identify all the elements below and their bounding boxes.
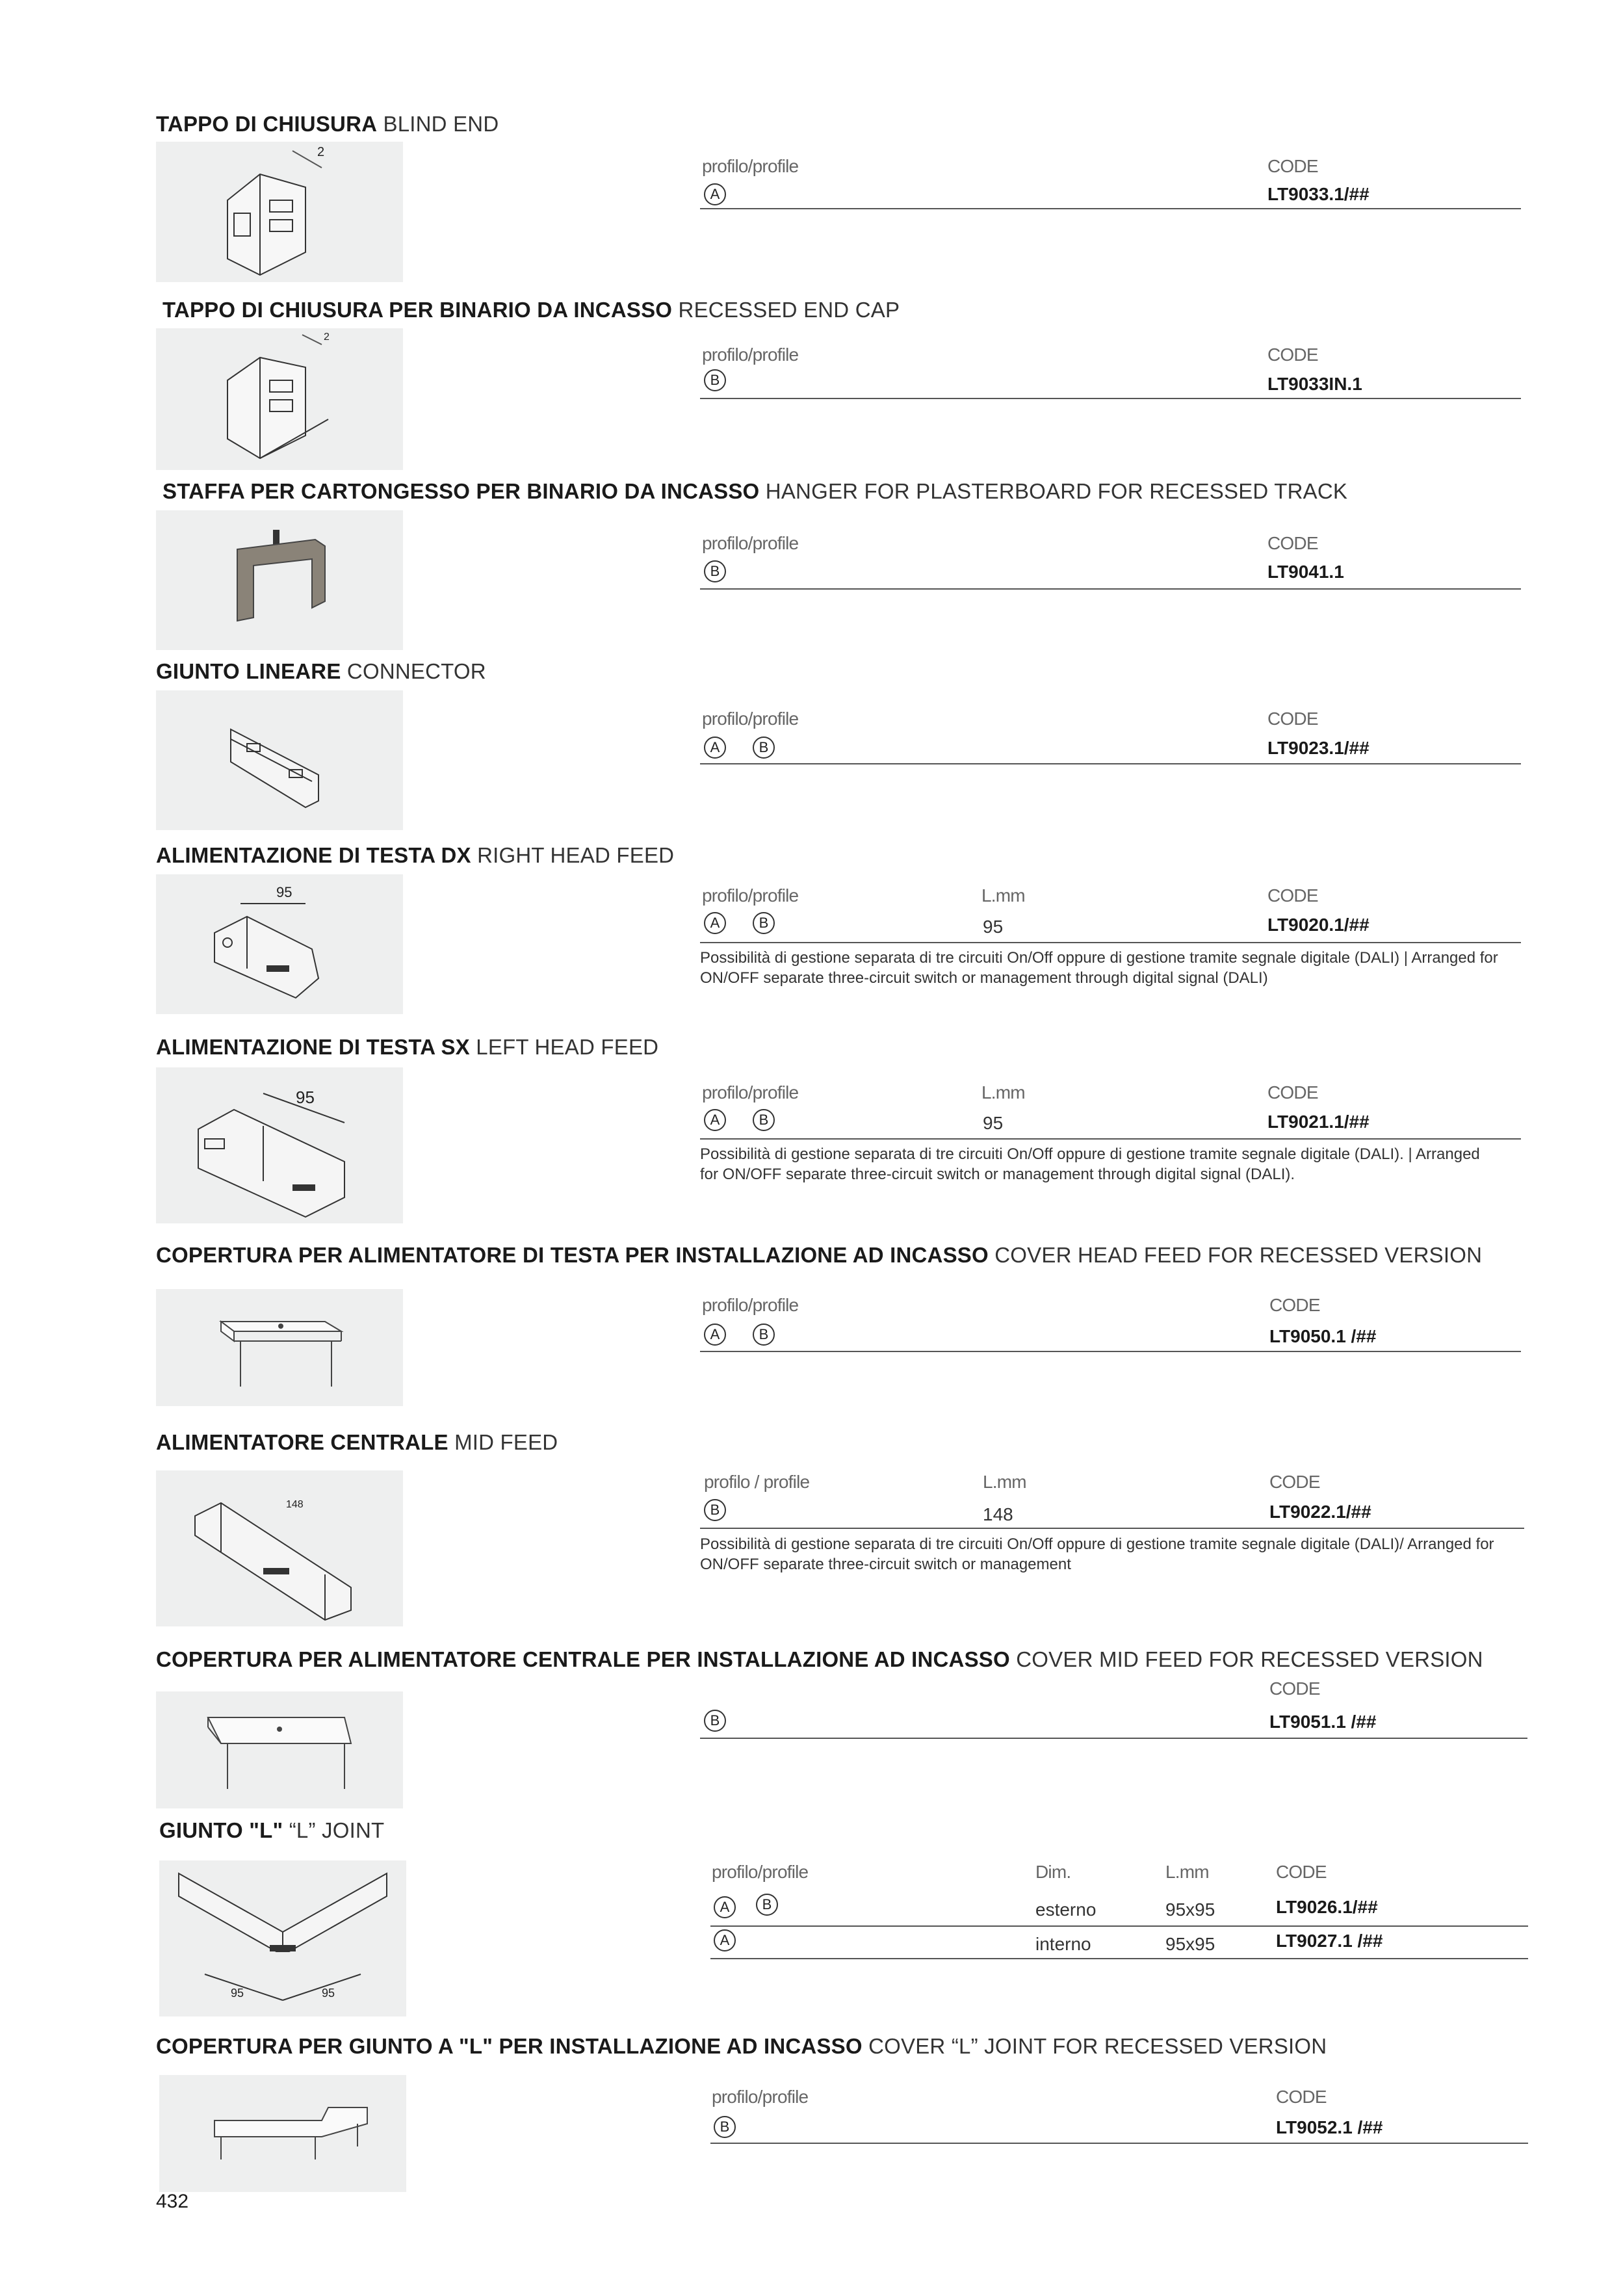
product-code: LT9033IN.1 bbox=[1267, 374, 1362, 394]
divider bbox=[700, 1138, 1521, 1140]
length-value: 95 bbox=[983, 1113, 1004, 1133]
product-note: Possibilità di gestione separata di tre circuiti On/Off oppure di gestione tramite segnale digitale (DALI). | Arranged for ON/OFF separate three-circuit switch or management through digital signal (DALI). bbox=[700, 1145, 1480, 1183]
profile-header: profilo/profile bbox=[712, 1862, 809, 1882]
dim-header: Dim. bbox=[1035, 1862, 1071, 1882]
profile-badge: A bbox=[714, 1929, 736, 1951]
section-title: TAPPO DI CHIUSURA PER BINARIO DA INCASSO RECESSED END CAP bbox=[162, 298, 900, 322]
profile-header: profilo/profile bbox=[702, 1082, 799, 1102]
code-header: CODE bbox=[1267, 709, 1318, 729]
profile-header: profilo/profile bbox=[702, 156, 799, 176]
section-title: GIUNTO "L" “L” JOINT bbox=[159, 1818, 385, 1842]
profile-header: profilo/profile bbox=[702, 709, 799, 729]
product-code: LT9041.1 bbox=[1267, 562, 1344, 582]
product-image-cover-mid-feed bbox=[156, 1691, 403, 1808]
profile-badge: B bbox=[704, 369, 726, 391]
code-header: CODE bbox=[1269, 1472, 1320, 1492]
product-code: LT9051.1 /## bbox=[1269, 1712, 1377, 1732]
product-code: LT9050.1 /## bbox=[1269, 1326, 1377, 1346]
profile-header: profilo/profile bbox=[702, 885, 799, 906]
dim-value: esterno bbox=[1035, 1899, 1097, 1920]
product-code: LT9023.1/## bbox=[1267, 738, 1370, 758]
length-value: 95x95 bbox=[1165, 1934, 1215, 1954]
divider bbox=[710, 1958, 1528, 1959]
profile-badge: A bbox=[704, 1109, 726, 1131]
code-header: CODE bbox=[1276, 2087, 1327, 2107]
section-title: COPERTURA PER ALIMENTATORE CENTRALE PER INSTALLAZIONE AD INCASSO COVER MID FEED FOR RECESSED VERSION bbox=[156, 1647, 1483, 1671]
section-title: COPERTURA PER GIUNTO A "L" PER INSTALLAZIONE AD INCASSO COVER “L” JOINT FOR RECESSED VERSION bbox=[156, 2034, 1327, 2058]
dimension-label: 2 bbox=[317, 145, 325, 159]
profile-badge: A bbox=[714, 1896, 736, 1918]
section-title: COPERTURA PER ALIMENTATORE DI TESTA PER INSTALLAZIONE AD INCASSO COVER HEAD FEED FOR RECESSED VERSION bbox=[156, 1243, 1483, 1267]
product-image-recessed-end-cap bbox=[156, 328, 403, 470]
length-value: 95 bbox=[983, 917, 1004, 937]
dimension-label: 95 bbox=[296, 1088, 315, 1107]
divider bbox=[700, 398, 1521, 399]
section-title: ALIMENTAZIONE DI TESTA DX RIGHT HEAD FEED bbox=[156, 843, 675, 867]
profile-badge: B bbox=[753, 912, 775, 934]
product-code: LT9022.1/## bbox=[1269, 1502, 1371, 1522]
product-image-hanger bbox=[156, 510, 403, 650]
code-header: CODE bbox=[1269, 1678, 1320, 1699]
divider bbox=[700, 942, 1521, 943]
code-header: CODE bbox=[1267, 1082, 1318, 1102]
length-header: L.mm bbox=[981, 1082, 1025, 1102]
profile-header: profilo/profile bbox=[702, 1295, 799, 1315]
length-value: 148 bbox=[983, 1504, 1013, 1524]
product-image-connector bbox=[156, 690, 403, 830]
profile-badge: A bbox=[704, 183, 726, 205]
profile-header: profilo/profile bbox=[702, 533, 799, 553]
section-title: ALIMENTATORE CENTRALE MID FEED bbox=[156, 1430, 558, 1454]
length-header: L.mm bbox=[981, 885, 1025, 906]
product-code: LT9026.1/## bbox=[1276, 1897, 1378, 1917]
page-number: 432 bbox=[156, 2191, 189, 2212]
product-code: LT9052.1 /## bbox=[1276, 2117, 1383, 2137]
profile-badge: B bbox=[753, 1324, 775, 1346]
product-image-cover-head-feed bbox=[156, 1289, 403, 1406]
profile-badge: B bbox=[704, 1710, 726, 1732]
divider bbox=[700, 208, 1521, 209]
profile-badge: B bbox=[704, 560, 726, 582]
product-image-cover-l-joint bbox=[159, 2075, 406, 2192]
profile-header: profilo/profile bbox=[702, 345, 799, 365]
product-code: LT9021.1/## bbox=[1267, 1112, 1370, 1132]
profile-badge: B bbox=[704, 1499, 726, 1521]
product-image-l-joint bbox=[159, 1860, 406, 2016]
divider bbox=[710, 2143, 1528, 2144]
divider bbox=[700, 588, 1521, 590]
divider bbox=[710, 1925, 1528, 1927]
code-header: CODE bbox=[1267, 156, 1318, 176]
product-note: Possibilità di gestione separata di tre circuiti On/Off oppure di gestione tramite segnale digitale (DALI)/ Arranged for ON/OFF separate three-circuit switch or management bbox=[700, 1535, 1494, 1573]
product-image-right-head-feed bbox=[156, 874, 403, 1014]
dimension-label: 95 bbox=[322, 1987, 335, 2000]
dimension-label: 95 bbox=[276, 884, 292, 900]
dimension-label: 2 bbox=[324, 332, 330, 343]
divider bbox=[700, 763, 1521, 764]
profile-badge: A bbox=[704, 737, 726, 759]
code-header: CODE bbox=[1267, 533, 1318, 553]
divider bbox=[700, 1738, 1527, 1739]
section-title: ALIMENTAZIONE DI TESTA SX LEFT HEAD FEED bbox=[156, 1035, 659, 1059]
product-image-left-head-feed bbox=[156, 1067, 403, 1223]
section-title: STAFFA PER CARTONGESSO PER BINARIO DA INCASSO HANGER FOR PLASTERBOARD FOR RECESSED TRACK bbox=[162, 479, 1348, 503]
product-code: LT9027.1 /## bbox=[1276, 1931, 1383, 1951]
product-image-mid-feed bbox=[156, 1470, 403, 1626]
length-value: 95x95 bbox=[1165, 1899, 1215, 1920]
divider bbox=[700, 1528, 1524, 1529]
length-header: L.mm bbox=[983, 1472, 1026, 1492]
product-code: LT9020.1/## bbox=[1267, 915, 1370, 935]
profile-badge: B bbox=[753, 1109, 775, 1131]
product-image-blind-end bbox=[156, 142, 403, 282]
dimension-label: 148 bbox=[286, 1499, 304, 1510]
profile-badge: B bbox=[756, 1894, 778, 1916]
dim-value: interno bbox=[1035, 1934, 1091, 1954]
code-header: CODE bbox=[1276, 1862, 1327, 1882]
divider bbox=[700, 1351, 1521, 1352]
profile-header: profilo/profile bbox=[712, 2087, 809, 2107]
dimension-label: 95 bbox=[231, 1987, 244, 2000]
profile-badge: A bbox=[704, 912, 726, 934]
section-title: TAPPO DI CHIUSURA BLIND END bbox=[156, 112, 499, 136]
profile-badge: B bbox=[714, 2116, 736, 2138]
code-header: CODE bbox=[1267, 345, 1318, 365]
section-title: GIUNTO LINEARE CONNECTOR bbox=[156, 659, 486, 683]
product-note: Possibilità di gestione separata di tre circuiti On/Off oppure di gestione tramite segnale digitale (DALI) | Arranged for ON/OFF separate three-circuit switch or management through digital signal (DALI) bbox=[700, 949, 1498, 987]
code-header: CODE bbox=[1269, 1295, 1320, 1315]
profile-badge: A bbox=[704, 1324, 726, 1346]
product-code: LT9033.1/## bbox=[1267, 184, 1370, 204]
code-header: CODE bbox=[1267, 885, 1318, 906]
profile-header: profilo / profile bbox=[704, 1472, 810, 1492]
profile-badge: B bbox=[753, 737, 775, 759]
length-header: L.mm bbox=[1165, 1862, 1209, 1882]
